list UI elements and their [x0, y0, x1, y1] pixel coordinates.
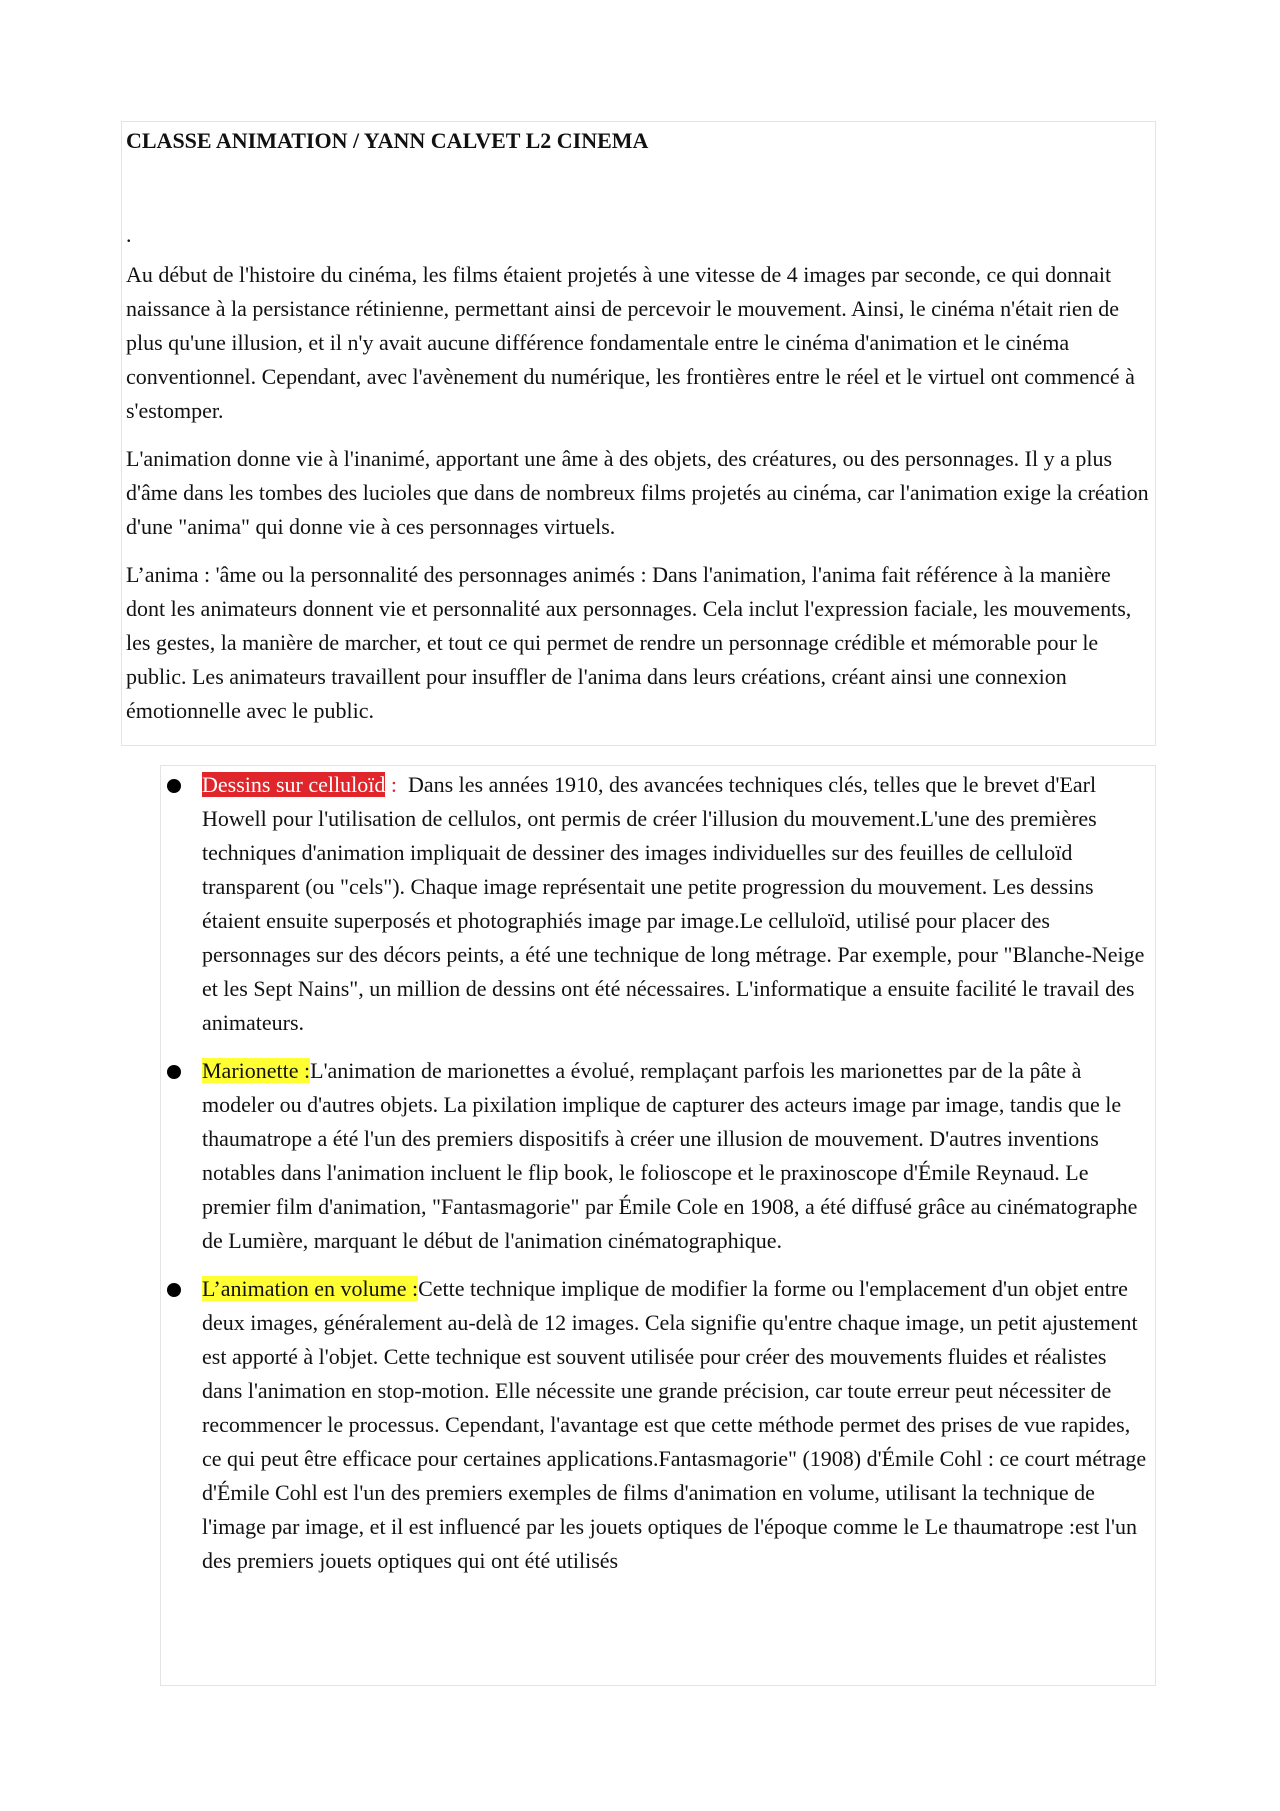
- paragraph-animation-soul: L'animation donne vie à l'inanimé, apportant une âme à des objets, des créatures, ou des personnages. Il y a plus d'âme dans les tombes des lucioles que dans de nombreux films projetés au cinéma, car l'animation exige la création d'une "anima" qui donne vie à ces personnages virtuels.: [126, 446, 1149, 539]
- separator-dot: .: [126, 222, 132, 247]
- paragraph-intro: Au début de l'histoire du cinéma, les films étaient projetés à une vitesse de 4 images par seconde, ce qui donnait naissance à la persistance rétinienne, permettant ainsi de percevoir le mouvement. Ainsi, le cinéma n'était rien de plus qu'une illusion, et il n'y avait aucune différence fondamentale entre le cinéma d'animation et le cinéma conventionnel. Cependant, avec l'avènement du numérique, les frontières entre le réel et le virtuel ont commencé à s'estomper.: [126, 262, 1135, 423]
- paragraph-anima: L’anima : 'âme ou la personnalité des personnages animés : Dans l'animation, l'anima fait référence à la manière dont les animateurs donnent vie et personnalité aux personnages. Cela inclut l'expression faciale, les mouvements, les gestes, la manière de marcher, et tout ce qui permet de rendre un personnage crédible et mémorable pour le public. Les animateurs travaillent pour insuffler de l'anima dans leurs créations, créant ainsi une connexion émotionnelle avec le public.: [126, 562, 1132, 723]
- intro-section: [121, 121, 1156, 746]
- document-title: CLASSE ANIMATION / YANN CALVET L2 CINEMA: [126, 128, 649, 153]
- term-volume: L’animation en volume :: [202, 1276, 419, 1301]
- bullet-icon: [167, 1065, 181, 1079]
- list-item-volume: [161, 1272, 1149, 1578]
- techniques-list: [160, 765, 1156, 1686]
- item-text: Cette technique implique de modifier la forme ou l'emplacement d'un objet entre deux images, généralement au-delà de 12 images. Cela signifie qu'entre chaque image, un petit ajustement est apporté à l'objet. Cette technique est souvent utilisée pour créer des mouvements fluides et réalistes dans l'animation en stop-motion. Elle nécessite une grande précision, car toute erreur peut nécessiter de recommencer le processus. Cependant, l'avantage est que cette méthode permet des prises de vue rapides, ce qui peut être efficace pour certaines applications.Fantasmagorie" (1908) d'Émile Cohl : ce court métrage d'Émile Cohl est l'un des premiers exemples de films d'animation en volume, utilisant la technique de l'image par image, et il est influencé par les jouets optiques de l'époque comme le Le thaumatrope :est l'un des premiers jouets optiques qui ont été utilisés: [202, 1276, 1147, 1573]
- item-text: L'animation de marionettes a évolué, remplaçant parfois les marionettes par de la pâte à modeler ou d'autres objets. La pixilation implique de capturer des acteurs image par image, tandis que le thaumatrope a été l'un des premiers dispositifs à créer une illusion de mouvement. D'autres inventions notables dans l'animation incluent le flip book, le folioscope et le praxinoscope d'Émile Reynaud. Le premier film d'animation, "Fantasmagorie" par Émile Cole en 1908, a été diffusé grâce au cinématographe de Lumière, marquant le début de l'animation cinématographique.: [202, 1058, 1138, 1253]
- bullet-icon: [167, 1283, 181, 1297]
- bullet-icon: [167, 779, 181, 793]
- item-text: Dans les années 1910, des avancées techniques clés, telles que le brevet d'Earl Howell pour l'utilisation de cellulos, ont permis de créer l'illusion du mouvement.L'une des premières techniques d'animation impliquait de dessiner des images individuelles sur des feuilles de celluloïd transparent (ou "cels"). Chaque image représentait une petite progression du mouvement. Les dessins étaient ensuite superposés et photographiés image par image.Le celluloïd, utilisé pour placer des personnages sur des décors peints, a été une technique de long métrage. Par exemple, pour "Blanche-Neige et les Sept Nains", un million de dessins ont été nécessaires. L'informatique a ensuite facilité le travail des animateurs.: [202, 772, 1150, 1035]
- term-marionette: Marionette :: [202, 1058, 311, 1083]
- list-item-celluloid: [161, 768, 1149, 1040]
- term-separator: :: [385, 772, 397, 797]
- term-celluloid: Dessins sur celluloïd: [202, 772, 386, 797]
- list-item-marionette: [161, 1054, 1149, 1258]
